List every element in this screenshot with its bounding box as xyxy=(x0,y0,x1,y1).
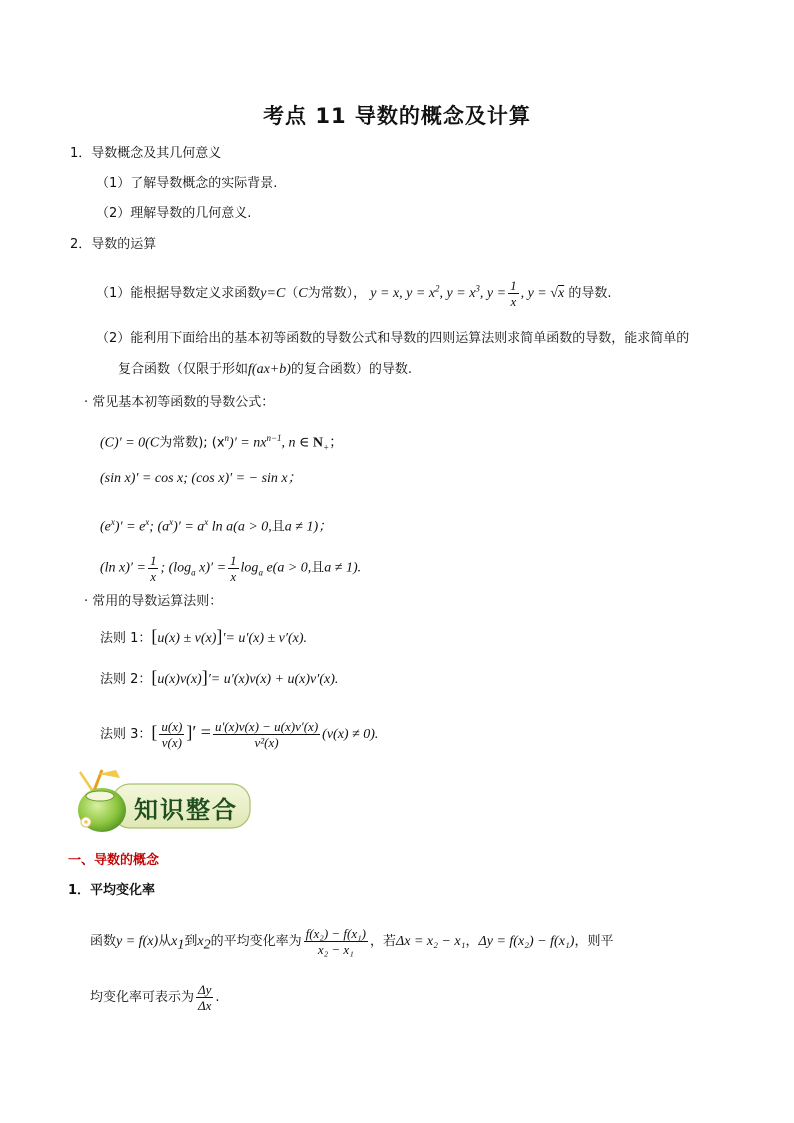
rule-2: 法则 2：[u(x)v(x)]′= u′(x)v(x) + u(x)v′(x). xyxy=(100,667,339,687)
function-list: y = x, $y = x^2$, $y = x^3$, y = xyxy=(370,283,507,301)
page-title: 考点 11 导数的概念及计算 xyxy=(263,104,531,128)
rule-label: 法则 1： xyxy=(100,631,152,646)
constant-c: C xyxy=(298,286,308,301)
paragraph-average-rate-2: 均变化率可表示为 $\frac{\Delta y}{\Delta x}$ . xyxy=(90,982,220,1013)
section-heading: 一、导数的概念 xyxy=(68,853,160,868)
subsection-average-rate: 1．平均变化率 xyxy=(68,883,156,898)
formula-exponential: $(e^x)' = e^x$; $(a^x)' = a^x$ ln a(a > 0,且a ≠ 1)； xyxy=(100,517,333,535)
badge-label: 知识整合 xyxy=(134,796,238,824)
bullet-derivative-formulas: · 常见基本初等函数的导数公式： xyxy=(84,395,275,410)
outline-heading-2: 2．导数的运算 xyxy=(70,237,157,252)
quotient-rule-fraction: $\frac{u'(x)v(x) - u(x)v'(x)}{\text{v²(x)}}$ xyxy=(214,719,319,750)
outline-item-1-1: （1）了解导数概念的实际背景. xyxy=(96,176,278,191)
fraction-one-over-x: $\frac{1}{x}$ xyxy=(149,553,157,584)
text: （ xyxy=(285,286,299,301)
outline-item-2-2b xyxy=(118,361,412,379)
formula-constant-power: (C)′ = 0(C为常数); $(x^n)' = nx^{n-1}$, n ∈ $N_+$； xyxy=(100,433,344,453)
text: 复合函数（仅限于形如 xyxy=(118,362,249,377)
rule-label: 法则 2： xyxy=(100,672,152,687)
outline-item-2-1 xyxy=(96,278,611,309)
rule-3: 法则 3：[ $\frac{u(x)}{v(x)}$ ]′ = $\frac{u'(x)v(x) - u(x)v'(x)}{\text{v²(x)}}$ (v(x) ≠ 0). xyxy=(100,719,379,750)
formula-logarithm: (ln x)′ = $\frac{1}{x}$ ; ($\log_a$ x)′ = $\frac{1}{x}$ $\log_a e(a > 0$,且a ≠ 1). xyxy=(100,553,362,584)
composite-function: f(ax+b) xyxy=(248,362,291,377)
fraction-one-over-x: $\frac{1}{x}$ xyxy=(510,278,517,309)
formula-trig: (sin x)′ = cos x; (cos x)′ = − sin x； xyxy=(100,471,302,486)
rule-1: 法则 1：[u(x) ± v(x)]′= u′(x) ± v′(x). xyxy=(100,626,307,646)
average-rate-fraction: $\frac{\text{f(x₂) − f(x₁)}}{\text{x₂ − x₁}}$ xyxy=(305,926,366,957)
delta-fraction: $\frac{\Delta y}{\Delta x}$ xyxy=(198,982,212,1013)
sqrt-function: , y = √x xyxy=(520,286,565,301)
function-y-equals-c: y=C xyxy=(260,286,286,301)
fraction-one-over-x: $\frac{1}{x}$ xyxy=(230,553,237,584)
paragraph-average-rate: 函数y = f(x)从$x_1$到$x_2$的平均变化率为 $\frac{\text{f(x₂) − f(x₁)}}{\text{x₂ − x₁}}$ ，若Δx = x₂ − x₁，Δy = f(x₂) − f(x₁)，则平 xyxy=(90,926,614,957)
bullet-derivative-rules: · 常用的导数运算法则： xyxy=(84,594,223,609)
text: 为常数）， xyxy=(307,286,367,301)
text: （1）能根据导数定义求函数 xyxy=(96,286,261,301)
text: 的导数. xyxy=(568,286,612,301)
text: 的复合函数）的导数. xyxy=(290,362,413,377)
outline-heading-1: 1．导数概念及其几何意义 xyxy=(70,146,222,161)
outline-item-1-2: （2）理解导数的几何意义. xyxy=(96,206,252,221)
quotient-fraction: $\frac{u(x)}{v(x)}$ xyxy=(161,719,183,750)
knowledge-badge xyxy=(72,764,254,836)
outline-item-2-2a: （2）能利用下面给出的基本初等函数的导数公式和导数的四则运算法则求简单函数的导数，能求简单的 xyxy=(96,331,690,346)
rule-label: 法则 3： xyxy=(100,727,152,742)
